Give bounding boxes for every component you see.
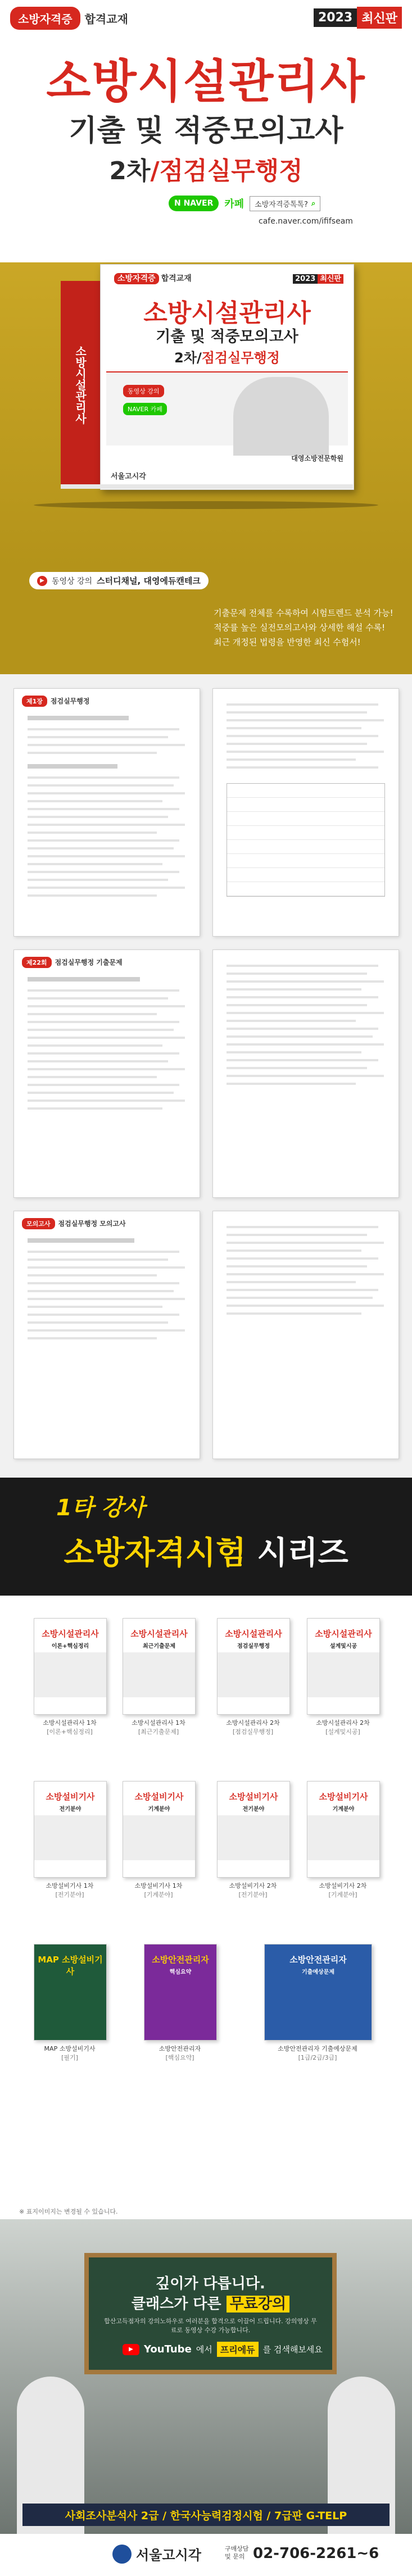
series-book[interactable] bbox=[144, 1944, 216, 2062]
text-line bbox=[28, 839, 179, 842]
exam-list-banner: 사회조사분석사 2급 / 한국사능력검정시험 / 7급판 G-TELP bbox=[22, 2504, 390, 2526]
intro-line-2: 적중률 높은 실전모의고사와 상세한 해설 수록! bbox=[214, 623, 386, 633]
text-line bbox=[227, 1242, 384, 1244]
naver-cafe-banner[interactable] bbox=[169, 196, 320, 211]
lecture-prefix: 동영상 강의 bbox=[52, 576, 93, 586]
instructor-photo bbox=[233, 377, 329, 456]
series-book-caption bbox=[307, 1718, 379, 1736]
text-line bbox=[227, 1035, 373, 1038]
series-book-type: [기계분야] bbox=[144, 1891, 173, 1898]
naver-cafe-url[interactable]: cafe.naver.com/ififseam bbox=[259, 217, 353, 226]
series-book-title: 소방시설관리사 bbox=[315, 1629, 372, 1639]
series-book-type: [전기분야] bbox=[238, 1891, 268, 1898]
text-line bbox=[227, 1059, 378, 1061]
book-year: 2023 bbox=[293, 274, 318, 284]
text-line bbox=[227, 1004, 367, 1006]
text-line bbox=[28, 977, 140, 982]
series-book-cap: 소방설비기사 1차 bbox=[134, 1882, 183, 1889]
text-line bbox=[28, 1005, 185, 1007]
series-book-type: [1급/2급/3급] bbox=[298, 2054, 337, 2061]
series-book-cap: 소방시설관리사 1차 bbox=[43, 1719, 97, 1727]
book-tag-pill: 소방자격증 bbox=[114, 273, 159, 284]
text-line bbox=[227, 703, 378, 706]
text-line bbox=[227, 1265, 367, 1267]
text-line bbox=[28, 1052, 179, 1055]
cover-band bbox=[123, 1815, 195, 1860]
text-line bbox=[227, 1289, 378, 1291]
text-line bbox=[227, 751, 384, 753]
promo-line-1: 깊이가 다릅니다. bbox=[156, 2275, 265, 2292]
promo-line-2a: 클래스가 다른 bbox=[131, 2296, 221, 2313]
series-book-cap: 소방설비기사 2차 bbox=[229, 1882, 277, 1889]
text-line bbox=[28, 716, 129, 720]
text-line bbox=[28, 816, 168, 818]
text-line bbox=[28, 997, 168, 999]
cover-note: ※ 표지이미지는 변경될 수 있습니다. bbox=[19, 2208, 118, 2215]
promo-desc: 합산고득점자의 강의노하우로 여러분을 합격으로 이끌어 드립니다. 강의영상 무료로 동영상 수강 가능합니다. bbox=[104, 2318, 317, 2334]
series-book[interactable] bbox=[123, 1781, 194, 1899]
book-cover bbox=[61, 264, 353, 489]
book-academy: 대영소방전문학원 bbox=[291, 455, 343, 462]
text-line bbox=[227, 711, 367, 714]
series-book-cover bbox=[307, 1781, 380, 1878]
series-book[interactable] bbox=[217, 1618, 289, 1736]
text-line bbox=[28, 855, 185, 857]
hero-subject-name: 점검실무행정 bbox=[159, 157, 303, 185]
youtube-channel: 프리에듀 bbox=[217, 2342, 259, 2357]
text-line bbox=[28, 1021, 179, 1023]
series-book[interactable] bbox=[123, 1618, 194, 1736]
promo-free-label: 무료강의 bbox=[227, 2296, 289, 2313]
sample-page-title: 점검실무행정 bbox=[50, 697, 90, 705]
intro-line-1: 기출문제 전체를 수록하여 시험트렌드 분석 가능! bbox=[214, 608, 393, 618]
sample-page-title: 점검실무행정 모의고사 bbox=[58, 1220, 126, 1228]
hero-tag-sub: 합격교재 bbox=[84, 12, 128, 26]
text-line bbox=[227, 1257, 378, 1260]
promo-board bbox=[84, 2253, 337, 2374]
text-line bbox=[28, 879, 168, 881]
text-line bbox=[227, 1234, 367, 1236]
series-book-type: [필기] bbox=[61, 2054, 78, 2061]
text-line bbox=[28, 784, 174, 787]
text-line bbox=[227, 988, 361, 991]
series-book[interactable] bbox=[217, 1781, 289, 1899]
text-line bbox=[28, 1290, 174, 1292]
cover-band bbox=[123, 1652, 195, 1697]
cover-band bbox=[218, 1652, 289, 1697]
youtube-icon: ▶ bbox=[123, 2344, 139, 2355]
sample-page-table bbox=[212, 688, 399, 937]
stage-shadow bbox=[34, 501, 378, 509]
text-line bbox=[28, 1068, 185, 1070]
series-book-title: MAP 소방설비기사 bbox=[38, 1955, 103, 1977]
book-naver-pill: NAVER 카페 bbox=[123, 403, 167, 415]
book-tag-sub: 합격교재 bbox=[161, 274, 192, 283]
text-line bbox=[227, 758, 356, 761]
text-line bbox=[28, 1100, 185, 1102]
sample-page-badge: 제1장 bbox=[22, 696, 47, 707]
series-book-caption bbox=[307, 1881, 379, 1899]
series-book-type: [전기분야] bbox=[55, 1891, 84, 1898]
text-line bbox=[28, 1076, 157, 1078]
series-book-title: 소방안전관리자 bbox=[289, 1955, 347, 1965]
hero-tag-pill: 소방자격증 bbox=[10, 7, 80, 30]
cover-band bbox=[34, 1652, 106, 1697]
book-edition-label: 최신판 bbox=[318, 274, 343, 284]
youtube-label: YouTube bbox=[144, 2343, 192, 2355]
play-icon: ▶ bbox=[37, 576, 47, 586]
series-book-sub: 전기분야 bbox=[59, 1806, 82, 1812]
series-title-end: 시리즈 bbox=[257, 1535, 348, 1571]
series-book-caption bbox=[264, 2044, 371, 2062]
text-line bbox=[28, 1107, 162, 1110]
text-line bbox=[227, 1043, 384, 1046]
series-book-cap: 소방설비기사 2차 bbox=[319, 1882, 367, 1889]
series-book-caption bbox=[144, 2044, 216, 2062]
series-book-cap: 소방시설관리사 1차 bbox=[132, 1719, 185, 1727]
naver-badge: N NAVER bbox=[169, 196, 219, 211]
text-line bbox=[28, 728, 179, 730]
lecture-channel: 스터디채널, 대영에듀캔테크 bbox=[97, 576, 201, 586]
sample-page-header bbox=[22, 1218, 126, 1229]
text-line bbox=[227, 1075, 384, 1077]
text-line bbox=[227, 1273, 384, 1275]
edition-badge bbox=[314, 7, 402, 29]
series-book-cover bbox=[123, 1781, 196, 1878]
series-book-type: [이론+핵심정리] bbox=[47, 1728, 93, 1735]
book-front bbox=[100, 264, 354, 490]
text-line bbox=[28, 1037, 185, 1039]
series-book[interactable] bbox=[307, 1618, 379, 1736]
text-line bbox=[28, 832, 157, 834]
text-line bbox=[227, 1226, 378, 1228]
edition-label: 최신판 bbox=[357, 7, 402, 29]
sample-page-mock-exam bbox=[13, 1211, 200, 1459]
text-line bbox=[28, 1306, 162, 1308]
book-edition bbox=[293, 272, 343, 283]
series-book-title: 소방설비기사 bbox=[229, 1792, 278, 1802]
publisher-logo bbox=[112, 2544, 201, 2564]
text-line bbox=[227, 980, 384, 983]
youtube-cta[interactable] bbox=[123, 2342, 323, 2357]
sample-table bbox=[227, 783, 385, 897]
naver-cafe-label: 카페 bbox=[224, 198, 245, 210]
text-line bbox=[227, 973, 367, 975]
lecture-pill[interactable] bbox=[29, 572, 209, 589]
sample-page-badge: 제22회 bbox=[22, 957, 52, 968]
series-book-type: [설계및시공] bbox=[325, 1728, 360, 1735]
text-line bbox=[28, 1329, 185, 1332]
text-line bbox=[28, 736, 168, 738]
series-book[interactable] bbox=[34, 1618, 106, 1736]
series-book-cover bbox=[34, 1944, 107, 2041]
text-line bbox=[227, 1051, 361, 1053]
text-line bbox=[28, 808, 179, 810]
cover-band bbox=[34, 1815, 106, 1860]
series-book-caption bbox=[217, 1718, 289, 1736]
book-tag bbox=[114, 272, 192, 284]
youtube-search-text: 를 검색해보세요 bbox=[262, 2345, 323, 2355]
hero-grade: 2차 bbox=[109, 157, 151, 185]
text-line bbox=[28, 752, 157, 754]
sample-page-header bbox=[22, 957, 123, 968]
book-pages bbox=[61, 484, 353, 489]
text-line bbox=[28, 863, 162, 865]
sample-page-badge: 모의고사 bbox=[22, 1218, 55, 1229]
text-line bbox=[227, 965, 378, 967]
series-book-sub: 전기분야 bbox=[242, 1806, 265, 1812]
series-book-title: 소방시설관리사 bbox=[42, 1629, 99, 1639]
hero-subtitle: 기출 및 적중모의고사 bbox=[69, 114, 343, 148]
series-title-main: 소방자격시험 bbox=[64, 1535, 246, 1571]
series-book-title: 소방시설관리사 bbox=[130, 1629, 188, 1639]
series-book-sub: 최근기출문제 bbox=[143, 1643, 175, 1650]
book-subtitle: 기출 및 적중모의고사 bbox=[156, 328, 298, 346]
text-line bbox=[28, 1314, 179, 1316]
text-line bbox=[28, 1282, 179, 1284]
text-line bbox=[28, 792, 185, 794]
series-book-title: 소방설비기사 bbox=[319, 1792, 368, 1802]
series-book-title: 소방설비기사 bbox=[134, 1792, 184, 1802]
series-book-cap: 소방시설관리사 2차 bbox=[316, 1719, 370, 1727]
text-line bbox=[28, 989, 179, 992]
series-book-sub: 기출예상문제 bbox=[302, 1969, 334, 1975]
series-book-caption bbox=[34, 1718, 106, 1736]
book-subject-name: 점검실무행정 bbox=[201, 350, 280, 366]
text-line bbox=[28, 1321, 168, 1324]
edition-year: 2023 bbox=[314, 8, 357, 27]
publisher-name: 서울고시각 bbox=[136, 2547, 201, 2563]
series-book-type: [핵심요약] bbox=[165, 2054, 194, 2061]
series-book-type: [점검실무행정] bbox=[232, 1728, 274, 1735]
book-title: 소방시설관리사 bbox=[143, 299, 311, 328]
series-book-cap: MAP 소방설비기사 bbox=[44, 2045, 96, 2052]
series-book-caption bbox=[34, 1881, 106, 1899]
text-line bbox=[28, 1060, 168, 1062]
text-line bbox=[227, 1305, 384, 1307]
series-book-cover bbox=[264, 1944, 372, 2041]
series-book-caption bbox=[217, 1881, 289, 1899]
text-line bbox=[28, 894, 157, 897]
naver-search-box[interactable] bbox=[250, 196, 320, 211]
text-line bbox=[227, 727, 361, 729]
series-book-cap: 소방시설관리사 2차 bbox=[226, 1719, 280, 1727]
series-book-cover bbox=[217, 1618, 290, 1715]
text-line bbox=[227, 1250, 361, 1252]
text-line bbox=[227, 743, 367, 745]
sample-page-title: 점검실무행정 기출문제 bbox=[55, 958, 123, 966]
series-book-cover bbox=[307, 1618, 380, 1715]
series-book-sub: 핵심요약 bbox=[169, 1969, 192, 1975]
text-line bbox=[28, 744, 185, 746]
search-icon: ⌕ bbox=[311, 199, 316, 208]
text-line bbox=[227, 1012, 384, 1014]
text-line bbox=[227, 766, 378, 769]
hero-title: 소방시설관리사 bbox=[46, 55, 366, 108]
series-title bbox=[0, 1528, 412, 1573]
sample-page-mock-answer bbox=[212, 1211, 399, 1459]
series-book-type: [최근기출문제] bbox=[138, 1728, 179, 1735]
sample-page-past-exam bbox=[13, 949, 200, 1198]
series-book-cap: 소방설비기사 1차 bbox=[46, 1882, 94, 1889]
text-line bbox=[28, 1092, 174, 1094]
series-book[interactable] bbox=[307, 1781, 379, 1899]
text-line bbox=[227, 1312, 361, 1315]
text-line bbox=[28, 887, 185, 889]
series-book-cover bbox=[34, 1781, 107, 1878]
series-book-caption bbox=[34, 2044, 106, 2062]
series-book-cap: 소방안전관리자 기출예상문제 bbox=[278, 2045, 357, 2052]
text-line bbox=[28, 824, 185, 826]
series-book[interactable] bbox=[264, 1944, 371, 2062]
text-line bbox=[28, 800, 162, 802]
text-line bbox=[28, 847, 174, 849]
text-line bbox=[227, 1020, 356, 1022]
text-line bbox=[28, 1238, 134, 1243]
sample-page-answer bbox=[212, 949, 399, 1198]
text-line bbox=[28, 1274, 157, 1276]
hero-tag bbox=[10, 7, 128, 30]
text-line bbox=[227, 1067, 367, 1069]
series-book-title: 소방안전관리자 bbox=[152, 1955, 209, 1965]
book-subject: 2차/점검실무행정 bbox=[174, 350, 280, 366]
text-line bbox=[28, 1298, 185, 1300]
text-line bbox=[28, 1266, 185, 1269]
phone-label: 구매상담 및 문의 bbox=[225, 2545, 249, 2560]
text-line bbox=[227, 1028, 378, 1030]
slash-icon: / bbox=[150, 157, 160, 185]
text-line bbox=[28, 1259, 168, 1261]
cover-band bbox=[218, 1815, 289, 1860]
youtube-in: 에서 bbox=[196, 2345, 212, 2355]
intro-text bbox=[214, 606, 405, 649]
series-book[interactable] bbox=[34, 1781, 106, 1899]
text-line bbox=[28, 1337, 157, 1339]
series-book-cover bbox=[123, 1618, 196, 1715]
series-book-title: 소방시설관리사 bbox=[225, 1629, 282, 1639]
sample-page-contents bbox=[13, 688, 200, 937]
intro-line-3: 최근 개정된 법령을 반영한 최신 수험서! bbox=[214, 637, 361, 647]
series-book-sub: 기계분야 bbox=[332, 1806, 355, 1812]
text-line bbox=[28, 1084, 179, 1086]
text-line bbox=[227, 1297, 373, 1299]
series-book-cap: 소방안전관리자 bbox=[159, 2045, 201, 2052]
publisher-logo-icon bbox=[112, 2545, 132, 2564]
text-line bbox=[227, 1281, 356, 1283]
text-line bbox=[227, 996, 378, 998]
series-book-sub: 점검실무행정 bbox=[237, 1643, 270, 1650]
series-book-type: [기계분야] bbox=[328, 1891, 357, 1898]
text-line bbox=[28, 764, 117, 769]
hero-subject bbox=[0, 151, 412, 187]
series-badge: 1타 강사 bbox=[56, 1495, 145, 1521]
promo-line-2 bbox=[89, 2292, 332, 2313]
series-book-title: 소방설비기사 bbox=[46, 1792, 95, 1802]
text-line bbox=[28, 871, 179, 873]
book-spine: 소방시설관리사 bbox=[61, 281, 100, 489]
series-book-sub: 설계및시공 bbox=[329, 1643, 357, 1650]
phone-number[interactable]: 02-706-2261~6 bbox=[253, 2545, 379, 2562]
naver-search-text: 소방자격증톡톡? bbox=[255, 200, 308, 209]
book-grade: 2차 bbox=[174, 350, 197, 366]
book-publisher: 서울고시각 bbox=[111, 473, 146, 481]
text-line bbox=[227, 1083, 356, 1085]
cover-band bbox=[307, 1652, 379, 1697]
series-book-sub: 기계분야 bbox=[148, 1806, 170, 1812]
series-book-sub: 이론+핵심정리 bbox=[51, 1643, 89, 1650]
cover-band bbox=[307, 1815, 379, 1860]
series-book-cover bbox=[217, 1781, 290, 1878]
series-book-cover bbox=[34, 1618, 107, 1715]
text-line bbox=[28, 1251, 179, 1253]
book-video-pill: 동영상 강의 bbox=[123, 385, 164, 397]
text-line bbox=[28, 776, 179, 779]
series-book-caption bbox=[123, 1718, 194, 1736]
text-line bbox=[227, 735, 378, 737]
text-line bbox=[28, 1044, 162, 1047]
series-book-cover bbox=[144, 1944, 217, 2041]
sample-page-header bbox=[22, 696, 89, 707]
series-book[interactable] bbox=[34, 1944, 106, 2062]
text-line bbox=[28, 1013, 157, 1015]
text-line bbox=[227, 719, 384, 721]
series-book-caption bbox=[123, 1881, 194, 1899]
text-line bbox=[28, 1029, 174, 1031]
